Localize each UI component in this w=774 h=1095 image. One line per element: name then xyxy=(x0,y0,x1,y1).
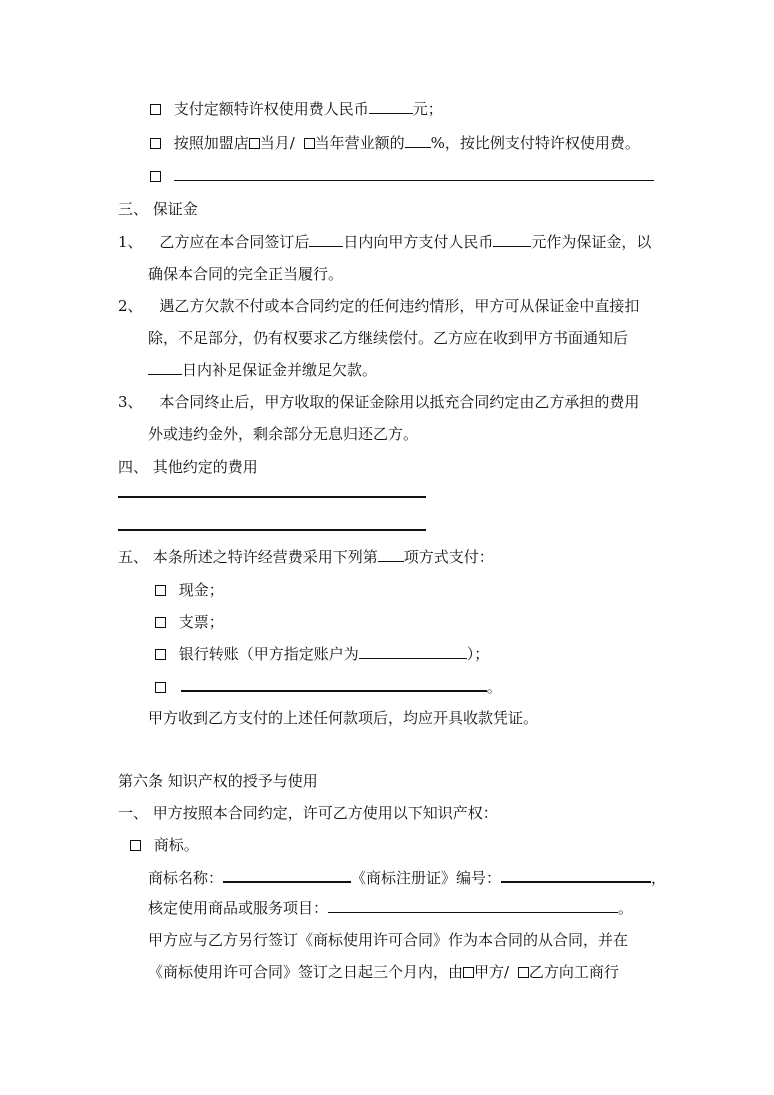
deposit-item-3 xyxy=(118,392,639,412)
checkbox-icon[interactable] xyxy=(155,649,166,660)
percent-blank[interactable] xyxy=(405,133,431,148)
other-fees-line-1[interactable] xyxy=(118,496,426,498)
deposit-item-2 xyxy=(118,296,639,316)
option-fixed-fee xyxy=(150,99,443,119)
option-text: 现金； xyxy=(178,581,224,599)
option-text: 。 xyxy=(486,678,502,696)
checkbox-icon[interactable] xyxy=(155,682,166,693)
receipt-note: 甲方收到乙方支付的上述任何款项后，均应开具收款凭证。 xyxy=(148,709,539,727)
option-text: 按照加盟店 xyxy=(173,134,249,152)
checkbox-icon[interactable] xyxy=(150,138,161,149)
item-number: 1、 xyxy=(118,233,143,251)
option-text: ）； xyxy=(466,645,490,663)
deposit-item-2-cont2 xyxy=(148,360,377,380)
deposit-item-1-cont: 确保本合同的完全正当履行。 xyxy=(148,265,344,283)
option-text: 商标。 xyxy=(153,836,199,854)
deposit-item-1 xyxy=(118,232,651,252)
ip-trademark xyxy=(130,835,199,855)
other-method-blank[interactable] xyxy=(181,676,487,692)
trademark-para-1: 甲方应与乙方另行签订《商标使用许可合同》作为本合同的从合同，并在 xyxy=(148,931,629,949)
payment-bank xyxy=(155,644,489,664)
checkbox-icon[interactable] xyxy=(249,138,260,149)
ip-item-1: 一、 甲方按照本合同约定，许可乙方使用以下知识产权： xyxy=(118,804,498,822)
item-text: 日内补足保证金并缴足欠款。 xyxy=(182,361,378,379)
para-text: 乙方向工商行 xyxy=(528,963,619,981)
checkbox-icon[interactable] xyxy=(155,585,166,596)
punctuation: 。 xyxy=(618,899,634,917)
amount-blank[interactable] xyxy=(493,232,531,247)
option-month: 当月/ xyxy=(259,134,295,152)
item-number: 2、 xyxy=(118,297,143,315)
para-text: 《商标使用许可合同》签订之日起三个月内，由 xyxy=(148,963,464,981)
amount-blank[interactable] xyxy=(369,99,413,114)
checkbox-icon[interactable] xyxy=(130,840,141,851)
account-blank[interactable] xyxy=(359,644,467,659)
field-label: 核定使用商品或服务项目： xyxy=(148,899,329,917)
checkbox-icon[interactable] xyxy=(150,171,161,182)
field-label: 商标名称： xyxy=(148,869,224,887)
certificate-number-blank[interactable] xyxy=(501,867,651,883)
days-blank[interactable] xyxy=(148,360,182,375)
trademark-name-row xyxy=(148,867,666,887)
item-text: 遇乙方欠款不付或本合同约定的任何违约情形，甲方可从保证金中直接扣 xyxy=(159,297,640,315)
checkbox-icon[interactable] xyxy=(518,967,529,978)
option-suffix: 元； xyxy=(412,100,443,118)
other-fees-line-2[interactable] xyxy=(118,529,426,531)
deposit-item-3-cont: 外或违约金外，剩余部分无息归还乙方。 xyxy=(148,425,419,443)
item-text: 乙方应在本合同签订后 xyxy=(159,233,310,251)
option-text: 当年营业额的 xyxy=(314,134,405,152)
payment-check xyxy=(155,612,224,632)
field-label: 《商标注册证》编号： xyxy=(351,869,502,887)
heading-text: 项方式支付： xyxy=(403,548,494,566)
option-other xyxy=(150,166,654,186)
checkbox-icon[interactable] xyxy=(463,967,474,978)
heading-text: 五、 本条所述之特许经营费采用下列第 xyxy=(118,548,378,566)
item-text: 日内向甲方支付人民币 xyxy=(343,233,494,251)
article-heading: 第六条 知识产权的授予与使用 xyxy=(118,772,318,790)
section-heading: 四、 其他约定的费用 xyxy=(118,458,258,476)
option-text: 银行转账（甲方指定账户为 xyxy=(178,645,359,663)
punctuation: ， xyxy=(651,869,667,887)
option-number-blank[interactable] xyxy=(378,547,404,562)
payment-other xyxy=(155,676,502,696)
option-text: %，按比例支付特许权使用费。 xyxy=(430,134,640,152)
days-blank[interactable] xyxy=(309,232,343,247)
option-text: 支付定额特许权使用费人民币 xyxy=(173,100,369,118)
item-text: 本合同终止后，甲方收取的保证金除用以抵充合同约定由乙方承担的费用 xyxy=(159,393,640,411)
checkbox-icon[interactable] xyxy=(150,104,161,115)
scope-blank[interactable] xyxy=(328,898,618,913)
item-number: 3、 xyxy=(118,393,143,411)
section-heading: 三、 保证金 xyxy=(118,200,198,218)
payment-heading xyxy=(118,547,494,567)
option-text: 支票； xyxy=(178,613,224,631)
trademark-para-2 xyxy=(148,962,619,982)
checkbox-icon[interactable] xyxy=(304,138,315,149)
deposit-item-2-cont: 除，不足部分，仍有权要求乙方继续偿付。乙方应在收到甲方书面通知后 xyxy=(148,329,629,347)
checkbox-icon[interactable] xyxy=(155,617,166,628)
trademark-name-blank[interactable] xyxy=(223,867,351,883)
item-text: 元作为保证金，以 xyxy=(531,233,652,251)
para-text: 甲方/ xyxy=(474,963,510,981)
trademark-scope-row xyxy=(148,898,633,918)
other-option-blank[interactable] xyxy=(174,166,654,181)
payment-cash xyxy=(155,580,224,600)
option-proportional-fee xyxy=(150,133,640,153)
